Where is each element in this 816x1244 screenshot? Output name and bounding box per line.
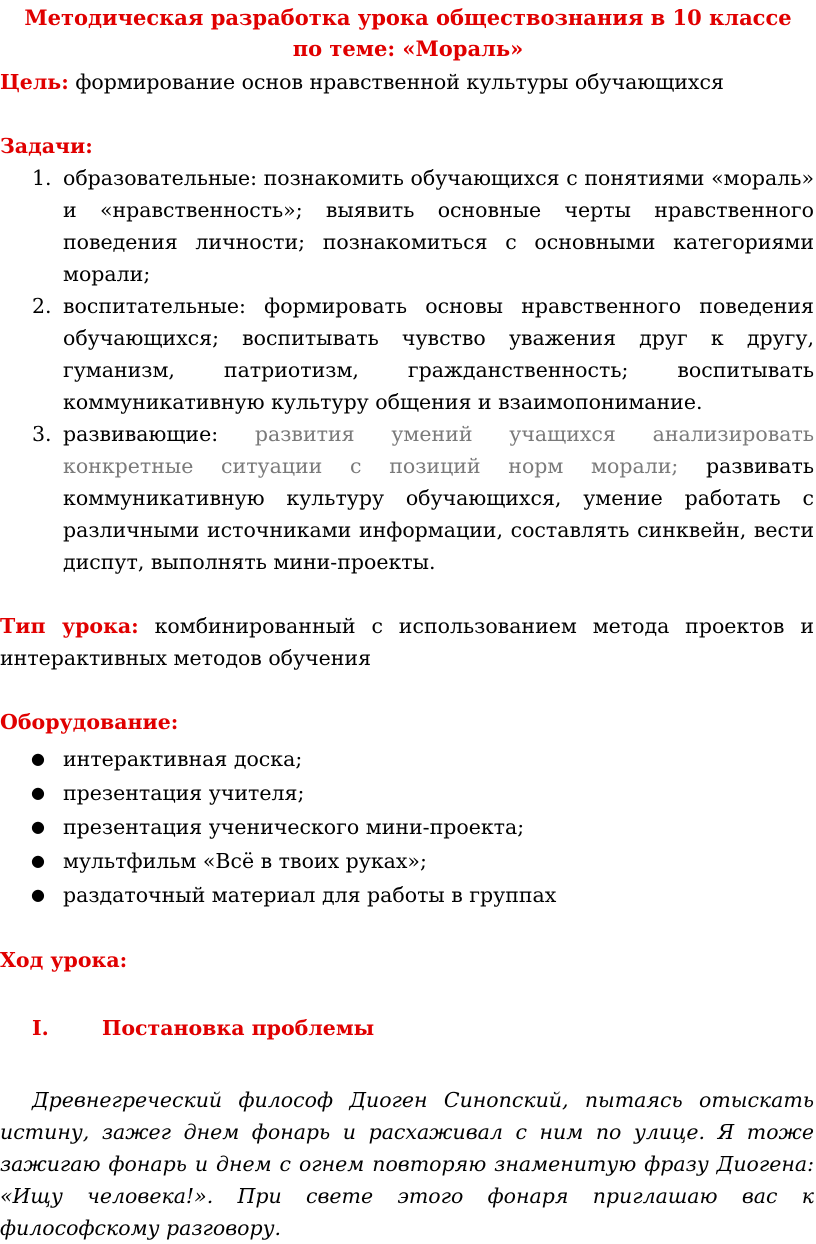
bullet-icon: ● <box>31 749 45 768</box>
document-page <box>0 2 816 1240</box>
task-text: воспитательные: формировать основы нравственного поведения обучающихся; воспитывать чувство уважения друг к другу, гуманизм, патриотизм, гражданственность; воспитывать коммуникативную культуру общения и взаимопонимание. <box>63 294 814 414</box>
equipment-text: интерактивная доска; <box>63 747 303 771</box>
task-number: 2. <box>32 294 52 318</box>
bullet-icon: ● <box>31 851 45 870</box>
bullet-icon: ● <box>31 783 45 802</box>
task-text-start: развивающие: <box>63 422 255 446</box>
lesson-type-label: Тип урока: <box>0 614 139 638</box>
equipment-text: мультфильм «Всё в твоих руках»; <box>63 849 427 873</box>
title-line-1: Методическая разработка урока обществознания в 10 классе <box>24 5 792 30</box>
lesson-type-paragraph <box>0 610 816 674</box>
equipment-item <box>0 878 816 912</box>
stage-title: Постановка проблемы <box>102 1016 375 1040</box>
goal-label: Цель: <box>0 70 69 94</box>
intro-paragraph: Древнегреческий философ Диоген Синопский, пытаясь отыскать истину, зажег днем фонарь и расхаживал с ним по улице. Я тоже зажигаю фонарь и днем с огнем повторяю знаменитую фразу Диогена: «Ищу человека!». При свете этого фонаря приглашаю вас к философскому разговору. <box>0 1088 814 1240</box>
equipment-item <box>0 776 816 810</box>
goal-text: формирование основ нравственной культуры обучающихся <box>68 70 724 94</box>
task-item <box>0 290 816 418</box>
tasks-heading: Задачи: <box>0 134 93 158</box>
tasks-list <box>0 162 816 578</box>
title-line-2: по теме: «Мораль» <box>292 36 524 61</box>
procedure-heading: Ход урока: <box>0 948 128 972</box>
stage-number: I. <box>32 1016 49 1040</box>
task-item <box>0 162 816 290</box>
goal-paragraph <box>0 66 816 98</box>
task-text-end: развивать коммуникативную культуру обучающихся, умение работать с различными источниками информации, составлять синквейн, вести диспут, выполнять мини-проекты. <box>63 454 814 574</box>
bullet-icon: ● <box>31 817 45 836</box>
equipment-text: презентация учителя; <box>63 781 305 805</box>
task-number: 1. <box>32 166 52 190</box>
equipment-text: раздаточный материал для работы в группах <box>63 883 557 907</box>
task-item <box>0 418 816 578</box>
equipment-item <box>0 844 816 878</box>
equipment-text: презентация ученического мини-проекта; <box>63 815 525 839</box>
stage-heading <box>0 1012 816 1044</box>
document-title <box>0 2 816 64</box>
equipment-list <box>0 742 816 912</box>
equipment-item <box>0 810 816 844</box>
task-text-gray: развития умений учащихся анализировать конкретные ситуации с позиций норм морали; <box>63 422 814 478</box>
lesson-type-text: комбинированный с использованием метода проектов и интерактивных методов обучения <box>0 614 815 670</box>
task-text: образовательные: познакомить обучающихся с понятиями «мораль» и «нравственность»; выявить основные черты нравственного поведения личности; познакомиться с основными категориями морали; <box>63 166 814 286</box>
bullet-icon: ● <box>31 885 45 904</box>
equipment-item <box>0 742 816 776</box>
equipment-heading: Оборудование: <box>0 710 179 734</box>
task-number: 3. <box>32 422 52 446</box>
